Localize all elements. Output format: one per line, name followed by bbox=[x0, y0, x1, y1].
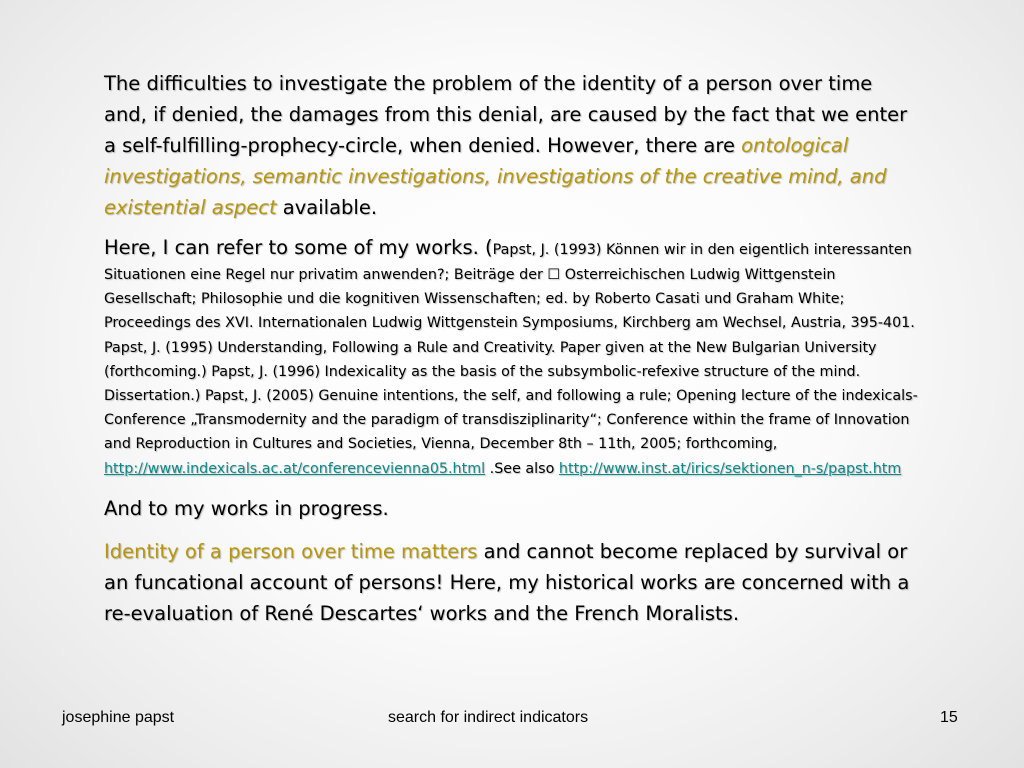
footer-page-number: 15 bbox=[940, 709, 958, 726]
inst-papst-link[interactable]: http://www.inst.at/irics/sektionen_n-s/papst.htm bbox=[558, 460, 902, 477]
citation-2005: Papst, J. (2005) Genuine intentions, the self, and following a rule; Opening lecture of the indexicals-Conference „Transmodernity and the paradigm of transdisziplinarity“; Conference within the frame of Innovation and Reproduction in Cultures and Societies, Vienna, December 8th – 11th, 2005; forthcoming, bbox=[104, 388, 918, 453]
investigations-highlight: ontological investigations, semantic investigations, investigations of the creative mind, and existential aspect bbox=[104, 134, 887, 219]
paragraph-difficulties bbox=[104, 68, 919, 223]
paragraph-in-progress: And to my works in progress. bbox=[104, 496, 389, 520]
works-citations: Papst, J. (1993) Können wir in den eigentlich interessanten Situationen eine Regel nur privatim anwenden?; Beiträge der ☐ Osterreichischen Ludwig Wittgenstein Gesellschaft; Philosophie und die kognitiven Wissenschaften; ed. by Roberto Casati und Graham White; Proceedings des XVI. Internationalen Ludwig Wittgenstein Symposiums, Kirchberg am Wechsel, Austria, 395-401. Papst, J. (1995) Understanding, Following a Rule and Creativity. Paper given at the New Bulgarian University (forthcoming.) Papst, J. (1996) Indexicality as the basis of the subsymbolic-refexive structure of the mind. Dissertation.) bbox=[104, 242, 915, 405]
paragraph-difficulties-text: The difficulties to investigate the problem of the identity of a person over time and, if denied, the damages from this denial, are caused by the fact that we enter a self-fulfilling-prophecy-circle, when denied. However, there are bbox=[104, 72, 908, 157]
identity-highlight: Identity of a person over time matters bbox=[104, 539, 478, 563]
paragraph-difficulties-end: available. bbox=[276, 196, 378, 219]
indexicals-conference-link[interactable]: http://www.indexicals.ac.at/conferencevienna05.html bbox=[104, 460, 486, 477]
see-also-text: .See also bbox=[485, 460, 559, 477]
paragraph-identity bbox=[104, 536, 919, 629]
paragraph-identity-text: and cannot become replaced by survival or an funcational account of persons! Here, my historical works are concerned with a re-evaluation of René Descartes‘ works and the French Moralists. bbox=[104, 539, 910, 625]
footer-author: josephine papst bbox=[62, 709, 175, 726]
footer-title: search for indirect indicators bbox=[388, 709, 589, 726]
works-lead: Here, I can refer to some of my works. ( bbox=[104, 236, 493, 259]
paragraph-works bbox=[104, 232, 919, 481]
slide-content bbox=[104, 68, 919, 629]
